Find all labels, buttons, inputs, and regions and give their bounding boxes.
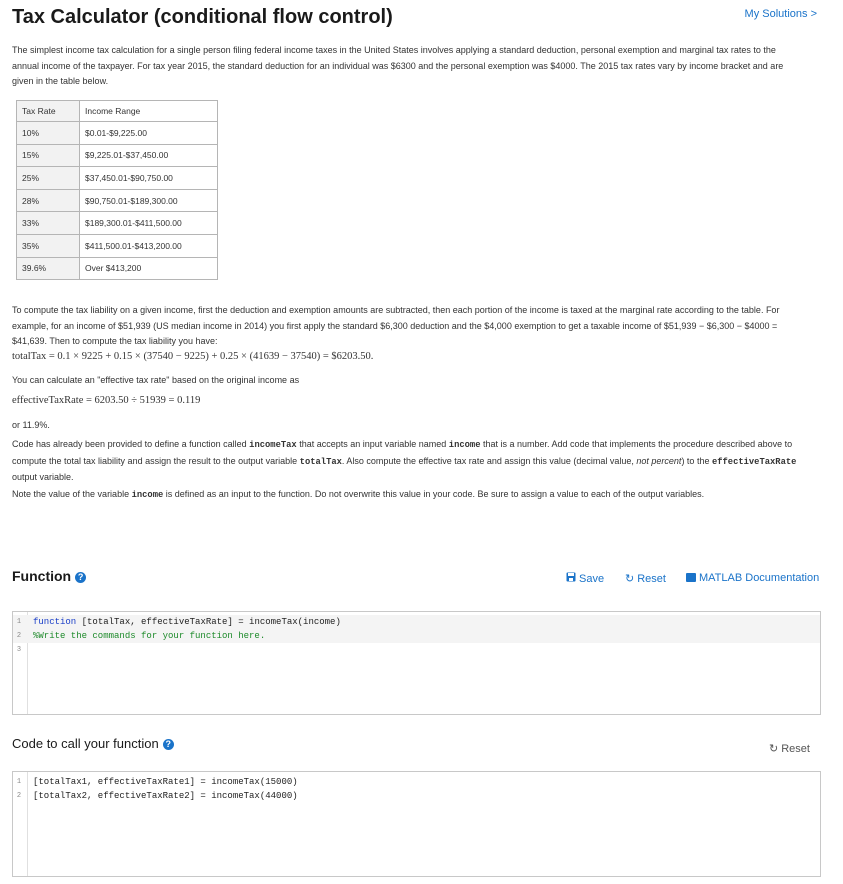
note-text <box>12 487 802 504</box>
line-number: 1 <box>16 778 22 786</box>
function-section-title <box>12 568 86 584</box>
table-row <box>17 234 218 257</box>
table-cell: $90,750.01-$189,300.00 <box>80 189 218 212</box>
matlab-documentation-link[interactable] <box>686 572 819 584</box>
instructions-part: . Also compute the effective tax rate and assign this value (decimal value, <box>341 455 637 466</box>
input-variable-code: income <box>131 490 164 500</box>
code-text <box>33 615 341 629</box>
table-row <box>17 257 218 280</box>
total-tax-formula: totalTax = 0.1 × 9225 + 0.15 × (37540 − 9225) + 0.25 × (41639 − 37540) = $6203.50. <box>12 351 374 362</box>
line-number: 2 <box>16 792 22 800</box>
line-number: 2 <box>16 632 22 640</box>
code-content: [totalTax, effectiveTaxRate] = incomeTax(income) <box>76 617 341 627</box>
code-line[interactable] <box>13 643 820 657</box>
table-header: Income Range <box>80 101 218 122</box>
table-cell: 10% <box>17 122 80 145</box>
table-cell: 39.6% <box>17 257 80 280</box>
save-label: Save <box>579 573 605 585</box>
total-tax-code: totalTax <box>299 456 342 467</box>
help-icon[interactable]: ? <box>163 739 174 750</box>
table-cell: $189,300.01-$411,500.00 <box>80 212 218 235</box>
call-section-title <box>12 736 174 751</box>
reset-button[interactable] <box>625 572 666 585</box>
code-text <box>33 629 265 643</box>
table-header-row <box>17 101 218 122</box>
table-row <box>17 189 218 212</box>
code-line[interactable] <box>13 629 820 643</box>
table-cell: $9,225.01-$37,450.00 <box>80 144 218 167</box>
save-button[interactable] <box>566 572 604 585</box>
note-part: Note the value of the variable <box>12 489 132 499</box>
code-line[interactable] <box>13 775 820 789</box>
reset-arrow-icon: ↻ <box>769 743 779 755</box>
code-text: [totalTax2, effectiveTaxRate2] = incomeTax(44000) <box>33 791 298 801</box>
call-title-text: Code to call your function <box>12 736 159 751</box>
tax-rate-table <box>16 100 218 280</box>
table-cell: $0.01-$9,225.00 <box>80 122 218 145</box>
effective-rate-code: effectiveTaxRate <box>711 456 797 467</box>
effective-rate-text: You can calculate an "effective tax rate" based on the original income as <box>12 375 300 385</box>
compute-text: To compute the tax liability on a given income, first the deduction and exemption amounts are subtracted, then each portion of the income is taxed at the marginal rate according to the table. For example, for an income of $51,939 (US median income in 2014) you first apply the standard $6,300 deduction and the $4,000 exemption to get a taxable income of $51,939 − $6,300 − $4000 = $41,639. Then to compute the tax liability you have: <box>12 305 780 347</box>
book-icon <box>686 573 696 582</box>
code-comment: %Write the commands for your function here. <box>33 631 266 641</box>
line-number: 1 <box>16 618 22 626</box>
table-cell: $37,450.01-$90,750.00 <box>80 167 218 190</box>
table-row <box>17 167 218 190</box>
table-header: Tax Rate <box>17 101 80 122</box>
line-number: 3 <box>16 646 22 654</box>
table-cell: $411,500.01-$413,200.00 <box>80 234 218 257</box>
instructions-part: output variable. <box>12 472 74 483</box>
instructions-part: that accepts an input variable named <box>296 439 449 449</box>
percent-text: or 11.9%. <box>12 420 50 430</box>
table-cell: 28% <box>17 189 80 212</box>
instructions-part: Code has already been provided to define a function called <box>12 439 250 449</box>
code-line[interactable] <box>13 615 820 629</box>
code-line[interactable] <box>13 789 820 803</box>
function-title-text: Function <box>12 568 72 584</box>
table-cell: 15% <box>17 144 80 167</box>
table-row <box>17 144 218 167</box>
instructions-part: ) to the <box>681 455 712 466</box>
help-icon[interactable]: ? <box>75 572 86 583</box>
call-code-editor[interactable] <box>12 771 821 877</box>
instructions-part: that is a number. Add code that implements the procedure described above to compute the total tax liability and assign the result to the output variable <box>12 439 793 466</box>
note-part: is defined as an input to the function. Do not overwrite this value in your code. Be sure to assign a value to each of the output variables. <box>163 489 705 499</box>
table-cell: 33% <box>17 212 80 235</box>
table-cell: 35% <box>17 234 80 257</box>
input-variable-code: income <box>448 440 481 450</box>
intro-text: The simplest income tax calculation for a single person filing federal income taxes in the United States involves applying a standard deduction, personal exemption and marginal tax rates to the annual income of the taxpayer. For tax year 2015, the standard deduction for an individual was $6300 and the personal exemption was $4000. The 2015 tax rates vary by income bracket and are given in the table below. <box>12 45 784 87</box>
effective-rate-formula: effectiveTaxRate = 6203.50 ÷ 51939 = 0.119 <box>12 395 201 406</box>
function-code-editor[interactable] <box>12 611 821 715</box>
reset-call-button[interactable] <box>769 742 810 755</box>
docs-label: MATLAB Documentation <box>699 572 820 584</box>
code-keyword: function <box>33 617 77 627</box>
table-row <box>17 212 218 235</box>
code-text: [totalTax1, effectiveTaxRate1] = incomeTax(15000) <box>33 777 298 787</box>
table-cell: Over $413,200 <box>80 257 218 280</box>
floppy-disk-icon <box>566 572 576 585</box>
reset-arrow-icon: ↻ <box>625 573 635 585</box>
instructions-text <box>12 437 802 486</box>
function-name-code: incomeTax <box>249 440 297 450</box>
my-solutions-link[interactable]: My Solutions > <box>744 8 817 20</box>
table-row <box>17 122 218 145</box>
table-cell: 25% <box>17 167 80 190</box>
reset-label: Reset <box>637 573 666 585</box>
page-title: Tax Calculator (conditional flow control) <box>12 6 393 28</box>
not-percent-text: not percent <box>636 455 682 466</box>
reset-label: Reset <box>781 743 810 755</box>
